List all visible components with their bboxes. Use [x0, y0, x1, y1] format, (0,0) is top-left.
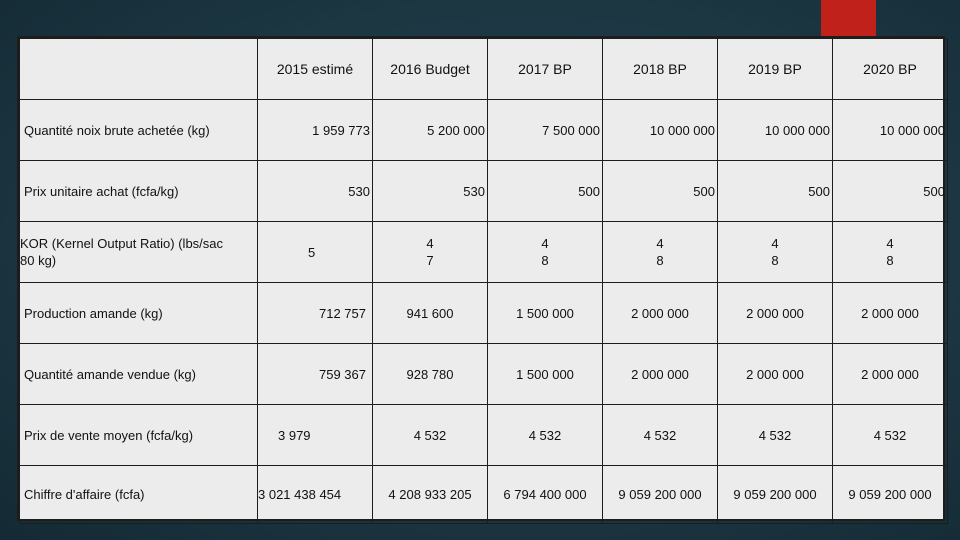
cell: 5 200 000 — [373, 100, 488, 161]
cell: 2 000 000 — [833, 283, 948, 344]
cell: 1 959 773 — [258, 100, 373, 161]
header-2019: 2019 BP — [718, 39, 833, 100]
cell: 500 — [488, 161, 603, 222]
cell: 500 — [603, 161, 718, 222]
header-2016: 2016 Budget — [373, 39, 488, 100]
cell — [833, 222, 948, 283]
cell-bottom: 8 — [771, 253, 779, 268]
cell: 4 532 — [488, 405, 603, 466]
cell: 941 600 — [373, 283, 488, 344]
cell: 10 000 000 — [603, 100, 718, 161]
cell: 500 — [718, 161, 833, 222]
cell: 1 500 000 — [488, 283, 603, 344]
cell: 9 059 200 000 — [718, 466, 833, 524]
header-2017: 2017 BP — [488, 39, 603, 100]
cell: 2 000 000 — [718, 344, 833, 405]
header-row — [20, 39, 948, 100]
cell: 530 — [258, 161, 373, 222]
kor-label-line2: 80 kg) — [20, 253, 57, 268]
cell-bottom: 8 — [656, 253, 664, 268]
cell-bottom: 8 — [886, 253, 894, 268]
cell — [258, 222, 373, 283]
cell-bottom: 5 — [308, 244, 316, 260]
cell: 9 059 200 000 — [833, 466, 948, 524]
table-row — [20, 405, 948, 466]
cell: 530 — [373, 161, 488, 222]
cell-top: 4 — [426, 236, 434, 251]
row-label — [20, 222, 258, 283]
cell: 4 208 933 205 — [373, 466, 488, 524]
row-label: Quantité amande vendue (kg) — [20, 344, 258, 405]
table-row — [20, 344, 948, 405]
cell: 4 532 — [603, 405, 718, 466]
table-row — [20, 466, 948, 524]
cell: 712 757 — [258, 283, 373, 344]
row-label: Chiffre d'affaire (fcfa) — [20, 466, 258, 524]
kor-label-line1: KOR (Kernel Output Ratio) (lbs/sac — [20, 236, 224, 251]
financial-table — [17, 36, 945, 521]
cell: 2 000 000 — [603, 344, 718, 405]
cell: 6 794 400 000 — [488, 466, 603, 524]
row-label: Prix unitaire achat (fcfa/kg) — [20, 161, 258, 222]
row-label: Prix de vente moyen (fcfa/kg) — [20, 405, 258, 466]
cell-top: 4 — [656, 236, 664, 251]
cell — [718, 222, 833, 283]
header-2015: 2015 estimé — [258, 39, 373, 100]
cell: 4 532 — [833, 405, 948, 466]
row-label: Quantité noix brute achetée (kg) — [20, 100, 258, 161]
cell: 2 000 000 — [833, 344, 948, 405]
cell: 928 780 — [373, 344, 488, 405]
cell: 3 979 — [258, 405, 373, 466]
cell: 759 367 — [258, 344, 373, 405]
header-2020: 2020 BP — [833, 39, 948, 100]
table-row — [20, 222, 948, 283]
cell: 4 532 — [718, 405, 833, 466]
header-corner — [20, 39, 258, 100]
cell-bottom: 8 — [541, 253, 549, 268]
row-label: Production amande (kg) — [20, 283, 258, 344]
cell-bottom: 7 — [426, 253, 434, 268]
cell-top: 4 — [541, 236, 549, 251]
cell-top: 4 — [886, 236, 894, 251]
cell: 2 000 000 — [603, 283, 718, 344]
table-row — [20, 161, 948, 222]
table-row — [20, 283, 948, 344]
cell: 7 500 000 — [488, 100, 603, 161]
cell — [603, 222, 718, 283]
cell: 9 059 200 000 — [603, 466, 718, 524]
cell: 10 000 000 — [833, 100, 948, 161]
cell: 3 021 438 454 — [258, 466, 373, 524]
cell — [488, 222, 603, 283]
cell: 10 000 000 — [718, 100, 833, 161]
header-2018: 2018 BP — [603, 39, 718, 100]
cell — [373, 222, 488, 283]
cell: 500 — [833, 161, 948, 222]
cell-top: 4 — [771, 236, 779, 251]
cell: 2 000 000 — [718, 283, 833, 344]
table-row — [20, 100, 948, 161]
cell: 4 532 — [373, 405, 488, 466]
red-accent-tab — [821, 0, 876, 36]
cell: 1 500 000 — [488, 344, 603, 405]
